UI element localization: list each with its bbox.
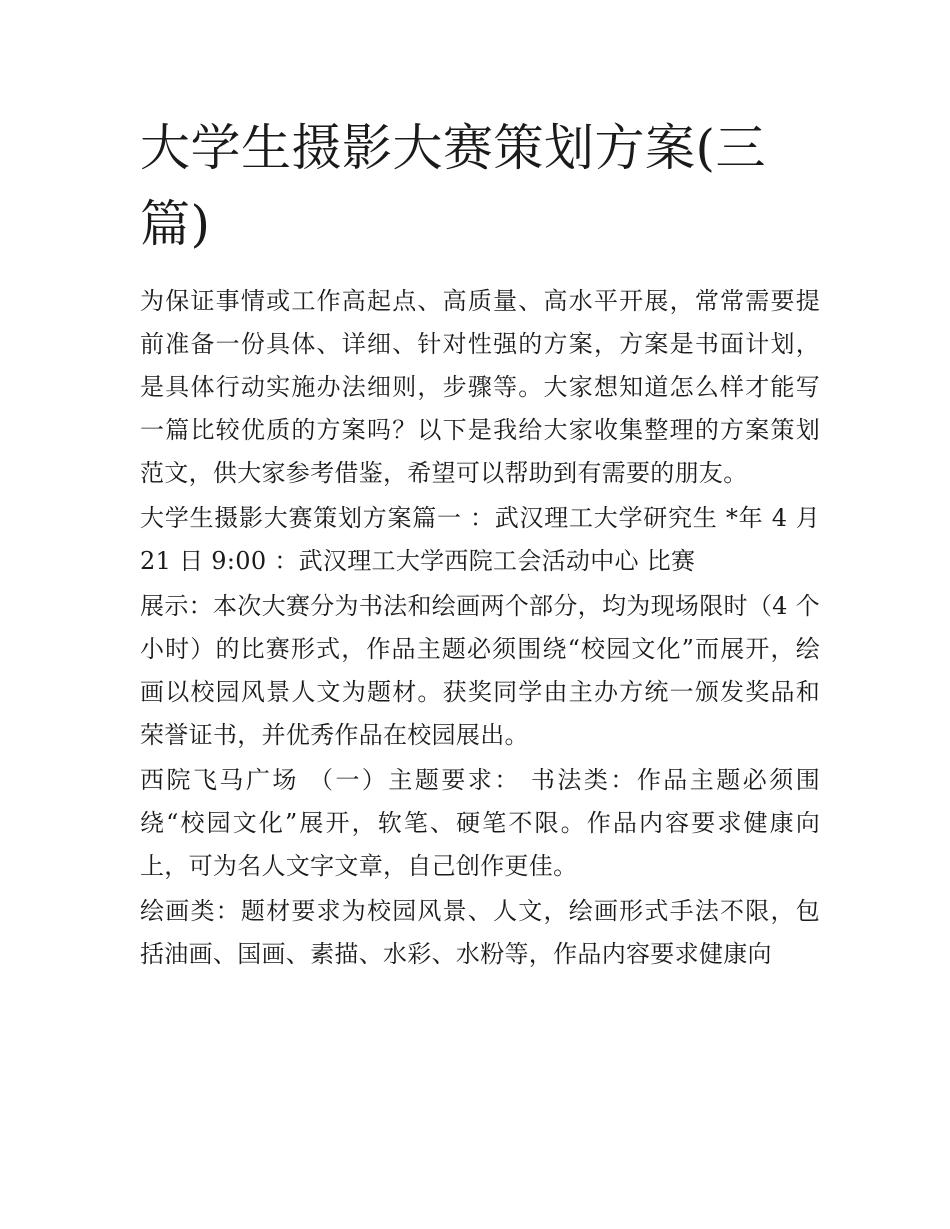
calligraphy-paragraph: 西院飞马广场 （一）主题要求： 书法类：作品主题必须围绕“校园文化”展开，软笔、硬笔不限。作品内容要求健康向上，可为名人文字文章，自己创作更佳。 <box>140 766 820 880</box>
plan-one-paragraph: 大学生摄影大赛策划方案篇一 ：武汉理工大学研究生 *年 4 月 21 日 9:00 ：武汉理工大学西院工会活动中心 比赛 <box>140 504 820 575</box>
document-title: 大学生摄影大赛策划方案(三篇) <box>140 119 767 253</box>
document-body <box>140 280 820 978</box>
intro-paragraph: 为保证事情或工作高起点、高质量、高水平开展，常常需要提前准备一份具体、详细、针对性强的方案，方案是书面计划，是具体行动实施办法细则，步骤等。大家想知道怎么样才能写一篇比较优质的方案吗？以下是我给大家收集整理的方案策划范文，供大家参考借鉴，希望可以帮助到有需要的朋友。 <box>140 287 820 487</box>
display-paragraph: 展示：本次大赛分为书法和绘画两个部分，均为现场限时（4 个小时）的比赛形式，作品主题必须围绕“校园文化”而展开，绘画以校园风景人文为题材。获奖同学由主办方统一颁发奖品和荣誉证书，并优秀作品在校园展出。 <box>140 592 820 749</box>
painting-paragraph: 绘画类：题材要求为校园风景、人文，绘画形式手法不限，包括油画、国画、素描、水彩、水粉等，作品内容要求健康向 <box>140 897 820 968</box>
